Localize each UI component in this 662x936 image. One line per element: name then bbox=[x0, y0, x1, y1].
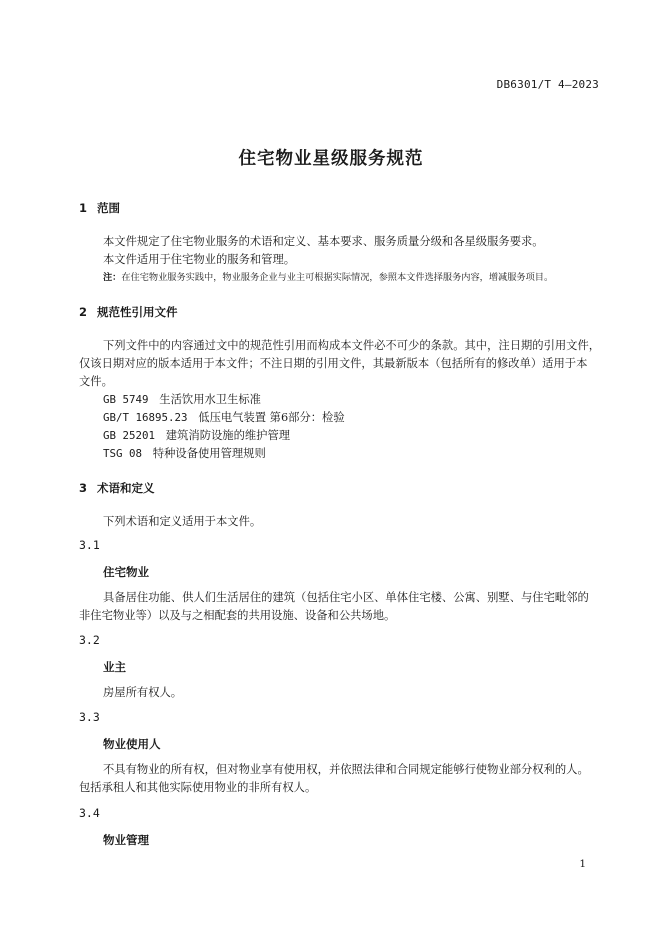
term-name: 物业使用人 bbox=[103, 737, 161, 751]
term-name: 业主 bbox=[103, 660, 126, 674]
paragraph: 本文件适用于住宅物业的服务和管理。 bbox=[103, 253, 296, 266]
term-number: 3.3 bbox=[79, 710, 100, 724]
section-3-heading bbox=[79, 480, 155, 496]
paragraph-line: 文件。 bbox=[79, 375, 113, 388]
paragraph: 下列术语和定义适用于本文件。 bbox=[103, 515, 262, 528]
term-name: 住宅物业 bbox=[103, 565, 149, 579]
note bbox=[103, 269, 553, 283]
section-number: 2 bbox=[79, 305, 88, 319]
term-number: 3.4 bbox=[79, 806, 100, 820]
reference-code: GB 25201 bbox=[103, 429, 156, 442]
definition-line: 包括承租人和其他实际使用物业的非所有权人。 bbox=[79, 781, 317, 794]
note-text: 在住宅物业服务实践中，物业服务企业与业主可根据实际情况，参照本文件选择服务内容，增减服务项目。 bbox=[121, 272, 554, 283]
term-name: 物业管理 bbox=[103, 833, 149, 847]
reference-title: 建筑消防设施的维护管理 bbox=[165, 429, 291, 442]
section-title: 范围 bbox=[97, 201, 120, 215]
section-number: 1 bbox=[79, 201, 88, 215]
page-title: 住宅物业星级服务规范 bbox=[238, 149, 424, 169]
reference-item bbox=[103, 391, 261, 407]
reference-code: GB 5749 bbox=[103, 393, 149, 406]
paragraph: 本文件规定了住宅物业服务的术语和定义、基本要求、服务质量分级和各星级服务要求。 bbox=[103, 235, 544, 248]
reference-code: GB/T 16895.23 bbox=[103, 411, 188, 424]
section-number: 3 bbox=[79, 481, 88, 495]
paragraph-line: 下列文件中的内容通过文中的规范性引用而构成本文件必不可少的条款。其中，注日期的引用文件， bbox=[103, 339, 601, 352]
definition-line: 不具有物业的所有权，但对物业享有使用权，并依照法律和合同规定能够行使物业部分权利的人。 bbox=[103, 763, 589, 776]
definition-line: 房屋所有权人。 bbox=[103, 686, 183, 699]
reference-item bbox=[103, 427, 290, 443]
note-label: 注： bbox=[103, 272, 122, 283]
reference-title: 生活饮用水卫生标准 bbox=[159, 393, 261, 406]
reference-item bbox=[103, 409, 345, 425]
reference-title: 低压电气装置 第6部分：检验 bbox=[198, 411, 345, 424]
section-title: 术语和定义 bbox=[97, 481, 155, 495]
reference-item bbox=[103, 445, 266, 461]
definition-line: 具备居住功能、供人们生活居住的建筑（包括住宅小区、单体住宅楼、公寓、别墅、与住宅毗邻的 bbox=[103, 591, 589, 604]
document-code: DB6301/T 4—2023 bbox=[496, 78, 599, 91]
section-2-heading bbox=[79, 304, 178, 320]
section-title: 规范性引用文件 bbox=[97, 305, 178, 319]
term-number: 3.2 bbox=[79, 633, 100, 647]
term-number: 3.1 bbox=[79, 538, 100, 552]
definition-line: 非住宅物业等）以及与之相配套的共用设施、设备和公共场地。 bbox=[79, 609, 396, 622]
reference-title: 特种设备使用管理规则 bbox=[152, 447, 266, 460]
section-1-heading bbox=[79, 200, 120, 216]
page-number: 1 bbox=[579, 858, 586, 870]
paragraph-line: 仅该日期对应的版本适用于本文件；不注日期的引用文件，其最新版本（包括所有的修改单）适用于本 bbox=[79, 357, 588, 370]
reference-code: TSG 08 bbox=[103, 447, 143, 460]
